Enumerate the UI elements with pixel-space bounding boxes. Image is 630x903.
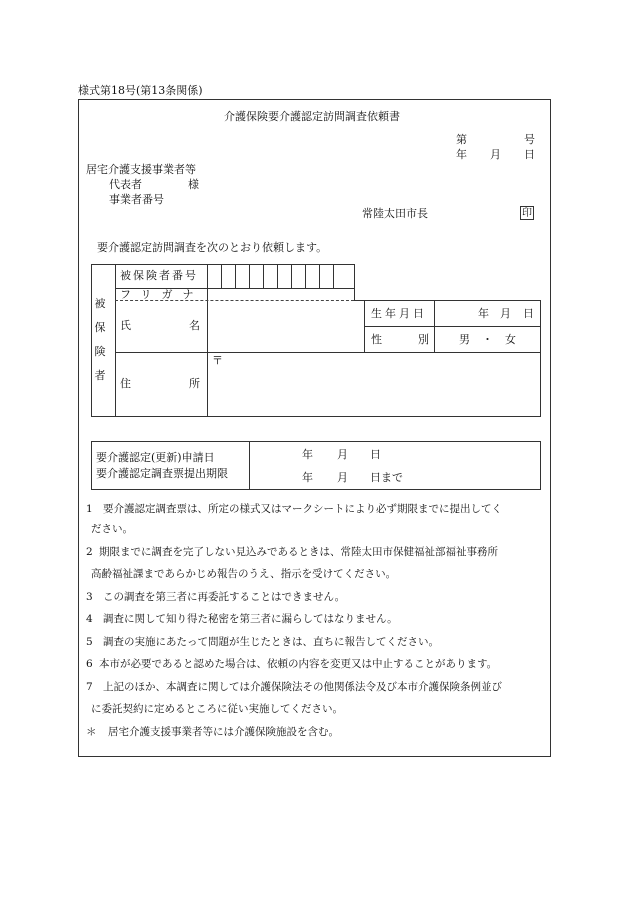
birth-year: 年	[478, 307, 489, 320]
doc-number-prefix: 第	[456, 133, 467, 146]
name-label-2: 名	[189, 319, 200, 332]
insured-side-label-3: 険	[94, 345, 106, 358]
gender-label-2: 別	[418, 333, 429, 346]
note-4-number: 4	[86, 613, 93, 625]
address-label-2: 所	[189, 377, 200, 390]
birth-day: 日	[523, 307, 534, 320]
insured-number-label: 被保険者番号	[120, 269, 198, 282]
form-number: 様式第18号(第13条関係)	[78, 84, 203, 97]
note-2-line1: 期限までに調査を完了しない見込みであるときは、常陸太田市保健福祉部福祉事務所	[99, 546, 498, 558]
date-day: 日	[524, 148, 535, 161]
postal-mark: 〒	[212, 354, 223, 367]
deadline-year: 年	[302, 471, 313, 484]
issuer: 常陸太田市長	[362, 207, 428, 220]
note-4-line1: 調査に関して知り得た秘密を第三者に漏らしてはなりません。	[103, 613, 398, 625]
date-year: 年	[456, 148, 467, 161]
address-label-1: 住	[120, 377, 131, 390]
gender-label-1: 性	[371, 333, 382, 346]
addressee-business-number: 事業者番号	[109, 193, 164, 206]
deadline-label: 要介護認定調査票提出期限	[96, 467, 228, 480]
intro-text: 要介護認定訪問調査を次のとおり依頼します。	[97, 241, 328, 254]
application-table	[91, 441, 541, 490]
note-5-line1: 調査の実施にあたって問題が生じたときは、直ちに報告してください。	[103, 636, 439, 648]
birth-date-label: 生年月日	[371, 307, 427, 320]
request-date-label: 要介護認定(更新)申請日	[96, 451, 215, 464]
gender-separator: ・	[482, 333, 493, 346]
note-7-number: 7	[86, 681, 93, 693]
note-3-number: 3	[86, 591, 93, 603]
note-2-line2: 高齢福祉課まであらかじめ報告のうえ、指示を受けてください。	[91, 568, 397, 580]
footnote-mark: ＊	[86, 726, 97, 738]
note-7-line2: に委託契約に定めるところに従い実施してください。	[91, 703, 343, 715]
seal-stamp: 印	[522, 208, 532, 219]
gender-female: 女	[505, 333, 516, 346]
insured-side-label-4: 者	[94, 369, 106, 382]
addressee-honorific: 様	[188, 178, 199, 191]
note-2-number: 2	[86, 546, 93, 558]
addressee-representative: 代表者	[109, 178, 142, 191]
birth-month: 月	[500, 307, 511, 320]
note-6-number: 6	[86, 658, 93, 670]
request-day: 日	[370, 448, 381, 461]
request-month: 月	[337, 448, 348, 461]
gender-male: 男	[459, 333, 470, 346]
footnote-text: 居宅介護支援事業者等には介護保険施設を含む。	[108, 726, 339, 738]
note-1-number: 1	[86, 503, 93, 515]
note-6-line1: 本市が必要であると認めた場合は、依頼の内容を変更又は中止することがあります。	[99, 658, 498, 670]
note-1-line1: 要介護認定調査票は、所定の様式又はマークシートにより必ず期限までに提出してく	[103, 503, 502, 515]
name-label-1: 氏	[120, 319, 131, 332]
furigana-label: フリガナ	[120, 288, 204, 301]
document-title: 介護保険要介護認定訪問調査依頼書	[224, 110, 400, 123]
deadline-day: 日まで	[370, 471, 403, 484]
insured-side-label-2: 保	[94, 321, 106, 334]
note-1-line2: ださい。	[91, 523, 133, 535]
note-3-line1: この調査を第三者に再委託することはできません。	[103, 591, 346, 603]
insured-side-label-1: 被	[94, 297, 106, 310]
request-year: 年	[302, 448, 313, 461]
doc-number-suffix: 号	[524, 133, 535, 146]
date-month: 月	[490, 148, 501, 161]
deadline-month: 月	[337, 471, 348, 484]
note-7-line1: 上記のほか、本調査に関しては介護保険法その他関係法令及び本市介護保険条例並び	[103, 681, 502, 693]
note-5-number: 5	[86, 636, 93, 648]
addressee-line1: 居宅介護支援事業者等	[86, 163, 196, 176]
